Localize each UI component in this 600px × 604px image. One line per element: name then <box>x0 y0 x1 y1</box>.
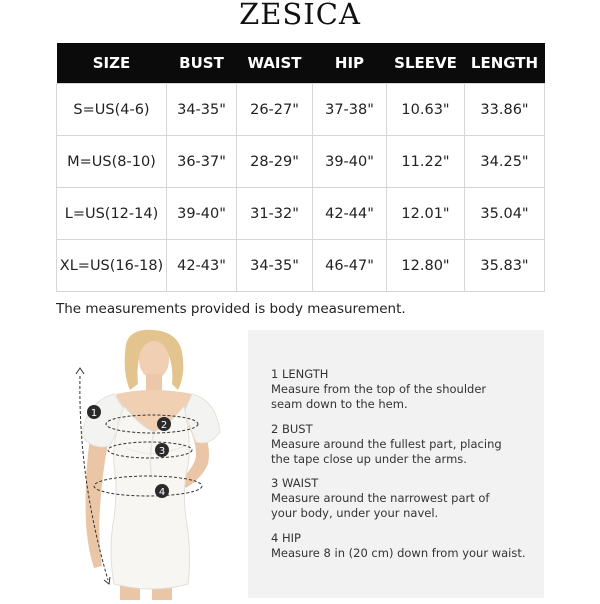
cell-bust: 34-35" <box>167 84 237 136</box>
brand-logo: ZESICA <box>239 0 361 31</box>
measurement-guide-panel <box>248 330 544 598</box>
header-bust: BUST <box>167 43 237 84</box>
guide-text: seam down to the hem. <box>271 397 408 411</box>
guide-title: 1 LENGTH <box>271 367 329 381</box>
cell-waist: 31-32" <box>237 188 313 240</box>
cell-sleeve: 12.80" <box>387 240 465 292</box>
cell-hip: 46-47" <box>313 240 387 292</box>
marker-4 <box>155 484 169 498</box>
guide-text: your body, under your navel. <box>271 506 439 520</box>
cell-sleeve: 12.01" <box>387 188 465 240</box>
guide-item-hip <box>271 531 526 561</box>
cell-hip: 37-38" <box>313 84 387 136</box>
marker-1 <box>87 405 101 419</box>
cell-waist: 34-35" <box>237 240 313 292</box>
guide-item-waist <box>271 476 489 521</box>
header-sleeve: SLEEVE <box>387 43 465 84</box>
size-chart-table <box>56 43 545 292</box>
cell-length: 34.25" <box>465 136 545 188</box>
table-row <box>57 188 545 240</box>
cell-length: 33.86" <box>465 84 545 136</box>
cell-size: XL=US(16-18) <box>57 240 167 292</box>
guide-text: Measure around the narrowest part of <box>271 491 490 505</box>
cell-size: S=US(4-6) <box>57 84 167 136</box>
cell-bust: 36-37" <box>167 136 237 188</box>
guide-text: Measure around the fullest part, placing <box>271 437 502 451</box>
marker-2 <box>157 417 171 431</box>
model-photo <box>56 328 246 600</box>
cell-hip: 42-44" <box>313 188 387 240</box>
guide-item-length <box>271 367 486 412</box>
svg-text:2: 2 <box>160 420 168 431</box>
header-hip: HIP <box>313 43 387 84</box>
guide-text: the tape close up under the arms. <box>271 452 467 466</box>
header-size: SIZE <box>57 43 167 84</box>
guide-item-bust <box>271 422 502 467</box>
table-row <box>57 240 545 292</box>
table-row <box>57 84 545 136</box>
marker-3 <box>155 443 169 457</box>
cell-bust: 39-40" <box>167 188 237 240</box>
guide-title: 4 HIP <box>271 531 301 545</box>
table-header-row <box>57 43 545 84</box>
cell-length: 35.04" <box>465 188 545 240</box>
cell-sleeve: 11.22" <box>387 136 465 188</box>
svg-text:1: 1 <box>90 408 98 419</box>
header-length: LENGTH <box>465 43 545 84</box>
table-row <box>57 136 545 188</box>
guide-text: Measure 8 in (20 cm) down from your waist. <box>271 546 526 560</box>
dress-illustration <box>56 328 246 600</box>
cell-waist: 28-29" <box>237 136 313 188</box>
svg-text:3: 3 <box>158 446 166 457</box>
measurement-note: The measurements provided is body measurement. <box>56 301 406 317</box>
guide-title: 3 WAIST <box>271 476 319 490</box>
cell-size: M=US(8-10) <box>57 136 167 188</box>
cell-length: 35.83" <box>465 240 545 292</box>
svg-text:4: 4 <box>158 487 166 498</box>
cell-size: L=US(12-14) <box>57 188 167 240</box>
cell-sleeve: 10.63" <box>387 84 465 136</box>
cell-hip: 39-40" <box>313 136 387 188</box>
header-waist: WAIST <box>237 43 313 84</box>
cell-bust: 42-43" <box>167 240 237 292</box>
guide-title: 2 BUST <box>271 422 313 436</box>
guide-text: Measure from the top of the shoulder <box>271 382 487 396</box>
cell-waist: 26-27" <box>237 84 313 136</box>
